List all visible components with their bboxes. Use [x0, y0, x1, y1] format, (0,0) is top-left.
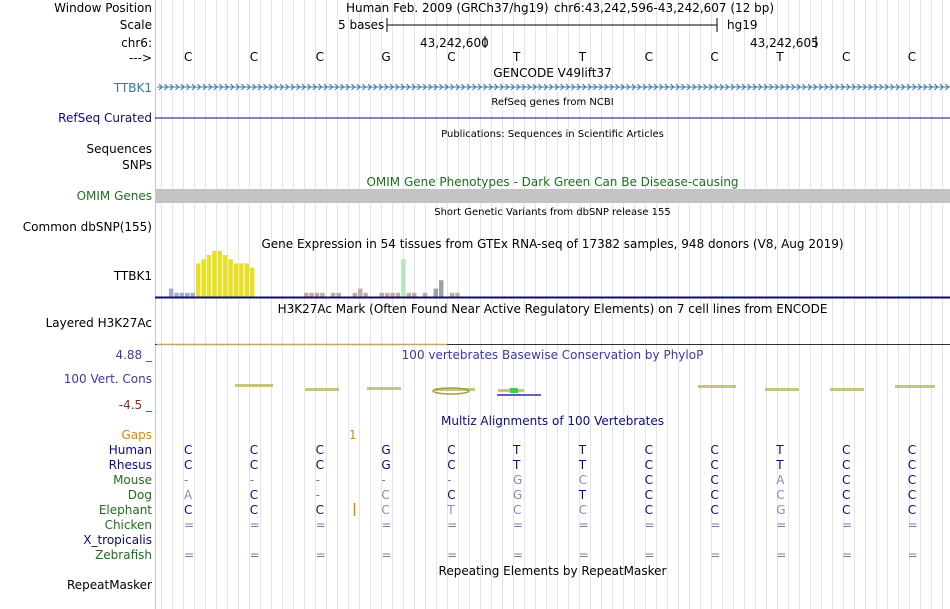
label-refseq-curated[interactable]: RefSeq Curated: [58, 111, 152, 125]
alignment-base: C: [907, 443, 917, 457]
gtex-bar: [185, 293, 189, 297]
alignment-base: C: [578, 473, 588, 487]
alignment-base: C: [447, 458, 456, 472]
gencode-title: GENCODE V49lift37: [493, 66, 612, 80]
alignment-base: =: [513, 548, 524, 562]
alignment-base: C: [842, 488, 851, 502]
label-species-elephant[interactable]: Elephant: [98, 503, 152, 517]
alignment-base: C: [776, 488, 785, 502]
base-letter: C: [710, 50, 719, 64]
gtex-bar: [309, 293, 313, 297]
alignment-base: A: [184, 488, 193, 502]
alignment-base: T: [578, 488, 587, 502]
alignment-base: C: [644, 443, 653, 457]
gtex-bar: [250, 268, 254, 297]
repeatmasker-title: Repeating Elements by RepeatMasker: [438, 564, 667, 578]
alignment-base: C: [710, 443, 719, 457]
alignment-base: C: [710, 503, 719, 517]
alignment-base: C: [842, 503, 851, 517]
gtex-bar: [304, 293, 308, 297]
alignment-base: =: [184, 518, 195, 532]
gtex-bar: [390, 293, 394, 297]
alignment-base: C: [315, 443, 324, 457]
gtex-bar: [320, 293, 324, 297]
alignment-base: =: [776, 548, 787, 562]
gtex-bar: [353, 293, 357, 297]
gaps-count: 1: [349, 428, 357, 442]
multiz-title: Multiz Alignments of 100 Vertebrates: [440, 414, 665, 428]
gtex-bar: [201, 259, 205, 297]
label-species-dog[interactable]: Dog: [127, 488, 152, 502]
base-letter: C: [447, 50, 456, 64]
phylop-title: 100 vertebrates Basewise Conservation by PhyloP: [401, 348, 704, 362]
alignment-base: G: [776, 503, 786, 517]
label-species-zebrafish[interactable]: Zebrafish: [95, 548, 152, 562]
alignment-base: =: [776, 518, 787, 532]
alignment-base: =: [644, 548, 655, 562]
gtex-bar: [396, 293, 400, 297]
alignment-base: C: [447, 443, 456, 457]
gtex-bar: [423, 293, 427, 297]
label-ttbk1-gene[interactable]: TTBK1: [113, 81, 152, 95]
alignment-base: C: [842, 473, 851, 487]
base-letter: T: [513, 50, 521, 64]
label-ttbk1-gtex[interactable]: TTBK1: [113, 269, 152, 283]
base-letter: T: [776, 50, 784, 64]
alignment-base: T: [447, 503, 455, 517]
label-species-chicken[interactable]: Chicken: [104, 518, 152, 532]
publications-title: Publications: Sequences in Scientific Articles: [441, 129, 664, 140]
label-100-vert-cons[interactable]: 100 Vert. Cons: [63, 372, 152, 386]
label-gaps[interactable]: Gaps: [121, 428, 152, 442]
gtex-bar: [363, 293, 367, 297]
label-sequences[interactable]: Sequences: [86, 142, 152, 156]
gtex-bar: [196, 263, 200, 297]
gtex-bar: [218, 251, 222, 297]
alignment-base: -: [381, 473, 386, 487]
label-repeatmasker[interactable]: RepeatMasker: [66, 578, 152, 592]
alignment-base: C: [710, 488, 719, 502]
alignment-base: T: [776, 458, 784, 472]
label-omim-genes[interactable]: OMIM Genes: [76, 189, 152, 203]
refseq-title: RefSeq genes from NCBI: [491, 97, 614, 108]
alignment-base: C: [381, 488, 390, 502]
alignment-base: C: [710, 458, 719, 472]
gtex-bar: [434, 289, 438, 297]
alignment-base: G: [381, 458, 391, 472]
alignment-base: C: [907, 473, 917, 487]
track-area[interactable]: [155, 0, 950, 609]
gtex-bar: [380, 293, 384, 297]
alignment-base: =: [842, 518, 853, 532]
gtex-bar: [407, 293, 411, 297]
gtex-bar: [401, 259, 405, 297]
alignment-base: A: [776, 473, 785, 487]
omim-bar: [156, 189, 950, 203]
alignment-base: C: [907, 488, 917, 502]
phylop-mark: [830, 388, 864, 391]
alignment-base: C: [644, 458, 653, 472]
label-window-position: Window Position: [54, 1, 152, 15]
alignment-base: C: [842, 458, 851, 472]
alignment-base: C: [249, 458, 259, 472]
label-species-x-tropicalis[interactable]: X_tropicalis: [83, 533, 152, 547]
scale-db: hg19: [727, 18, 758, 32]
gtex-bar: [358, 289, 362, 297]
gtex-bar: [180, 293, 184, 297]
base-letter: C: [315, 50, 324, 64]
base-letter: C: [184, 50, 193, 64]
gtex-bar: [450, 293, 454, 297]
alignment-base: C: [644, 473, 653, 487]
alignment-base: C: [842, 443, 851, 457]
alignment-base: C: [184, 443, 193, 457]
omim-title: OMIM Gene Phenotypes - Dark Green Can Be Disease-causing: [366, 175, 739, 189]
gtex-bar: [169, 289, 173, 297]
alignment-base: C: [710, 473, 719, 487]
gtex-bar: [245, 263, 249, 297]
alignment-base: T: [513, 458, 521, 472]
alignment-base: -: [184, 473, 189, 487]
gtex-bar: [212, 251, 216, 297]
phylop-mark: [305, 388, 339, 391]
phylop-mark: [765, 388, 799, 391]
label-strand[interactable]: --->: [128, 51, 152, 65]
alignment-base: C: [644, 503, 653, 517]
label-species-human[interactable]: Human: [108, 443, 152, 457]
gtex-title: Gene Expression in 54 tissues from GTEx RNA-seq of 17382 samples, 948 donors (V8, Aug 2019): [261, 237, 844, 251]
phylop-neg: [497, 394, 541, 396]
alignment-base: C: [381, 503, 390, 517]
alignment-base: =: [315, 548, 326, 562]
base-letter: C: [644, 50, 653, 64]
base-letter: C: [907, 50, 917, 64]
gtex-bar: [439, 280, 443, 297]
alignment-base: =: [249, 548, 260, 562]
alignment-base: =: [710, 548, 721, 562]
gtex-bar: [234, 263, 238, 297]
gtex-bar: [174, 293, 178, 297]
alignment-base: T: [578, 443, 587, 457]
coord-label-2: 43,242,605: [750, 36, 819, 50]
gtex-bar: [223, 255, 227, 297]
alignment-base: -: [249, 473, 255, 487]
alignment-base: =: [907, 548, 918, 562]
alignment-base: =: [447, 518, 458, 532]
label-scale: Scale: [119, 18, 152, 32]
alignment-base: C: [447, 488, 456, 502]
alignment-base: C: [315, 458, 324, 472]
alignment-base: =: [249, 518, 260, 532]
alignment-base: G: [381, 443, 391, 457]
alignment-base: C: [907, 458, 917, 472]
phylop-mark: [367, 387, 401, 390]
alignment-base: =: [381, 518, 392, 532]
alignment-base: T: [578, 458, 587, 472]
alignment-base: =: [315, 518, 326, 532]
alignment-base: -: [315, 473, 320, 487]
alignment-base: C: [907, 503, 917, 517]
phylop-mark: [235, 384, 273, 387]
label-chrom: chr6:: [121, 36, 152, 50]
phylop-peak: [510, 388, 518, 393]
base-letter: C: [249, 50, 259, 64]
alignment-base: C: [644, 488, 653, 502]
alignment-base: T: [776, 443, 784, 457]
alignment-base: C: [184, 503, 193, 517]
alignment-base: -: [315, 488, 320, 502]
alignment-base: C: [249, 488, 259, 502]
label-layered-h3k27ac[interactable]: Layered H3K27Ac: [45, 316, 152, 330]
base-letter: G: [381, 50, 391, 64]
position-text: chr6:43,242,596-43,242,607 (12 bp): [554, 1, 775, 15]
alignment-base: C: [578, 503, 588, 517]
label-snps[interactable]: SNPs: [122, 158, 152, 172]
alignment-base: T: [513, 443, 521, 457]
assembly-text: Human Feb. 2009 (GRCh37/hg19): [346, 1, 549, 15]
base-letter: T: [578, 50, 587, 64]
alignment-base: =: [578, 518, 589, 532]
alignment-base: =: [710, 518, 721, 532]
gtex-bar: [191, 293, 195, 297]
alignment-base: =: [447, 548, 458, 562]
gtex-bar: [239, 263, 243, 297]
gtex-bar: [207, 255, 211, 297]
alignment-base: =: [513, 518, 524, 532]
gtex-bar: [228, 259, 232, 297]
gtex-bar: [412, 293, 416, 297]
alignment-base: C: [184, 458, 193, 472]
phylop-mark: [698, 385, 736, 388]
alignment-base: C: [315, 503, 324, 517]
gtex-bar: [385, 293, 389, 297]
phylop-mark: [895, 385, 935, 388]
label-cons-min: -4.5 _: [118, 398, 152, 412]
alignment-base: C: [249, 503, 259, 517]
gtex-bar: [455, 293, 459, 297]
dbsnp-title: Short Genetic Variants from dbSNP release 155: [434, 207, 671, 218]
gtex-bar: [336, 293, 340, 297]
alignment-base: =: [381, 548, 392, 562]
scale-text: 5 bases: [338, 18, 385, 32]
base-letter: C: [842, 50, 851, 64]
label-species-rhesus[interactable]: Rhesus: [108, 458, 152, 472]
alignment-base: G: [513, 488, 523, 502]
h3k27ac-title: H3K27Ac Mark (Often Found Near Active Regulatory Elements) on 7 cell lines from ENCODE: [277, 302, 828, 316]
alignment-base: =: [578, 548, 589, 562]
alignment-base: =: [907, 518, 918, 532]
alignment-base: C: [249, 443, 259, 457]
gtex-bar: [315, 293, 319, 297]
alignment-base: G: [513, 473, 523, 487]
alignment-base: =: [842, 548, 853, 562]
label-species-mouse[interactable]: Mouse: [113, 473, 152, 487]
alignment-base: C: [513, 503, 522, 517]
gtex-bar: [331, 293, 335, 297]
alignment-base: -: [447, 473, 452, 487]
label-cons-max: 4.88 _: [115, 348, 152, 362]
alignment-base: =: [644, 518, 655, 532]
label-common-dbsnp[interactable]: Common dbSNP(155): [22, 220, 152, 234]
alignment-base: =: [184, 548, 195, 562]
coord-label-1: 43,242,600: [420, 36, 489, 50]
